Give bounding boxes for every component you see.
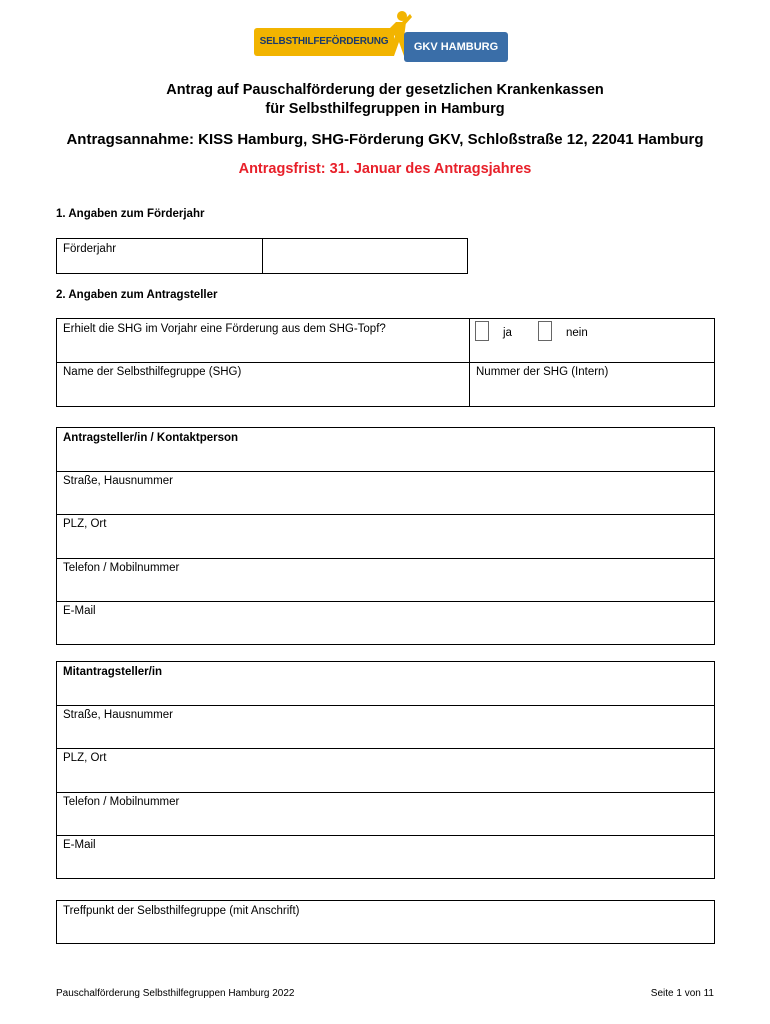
funding-year-table bbox=[56, 238, 468, 274]
deadline-notice: Antragsfrist: 31. Januar des Antragsjahres bbox=[238, 161, 532, 177]
page-number: Seite 1 von 11 bbox=[650, 988, 714, 999]
funding-year-field[interactable] bbox=[263, 239, 467, 273]
funding-year-label: Förderjahr bbox=[63, 243, 117, 255]
applicant-phone-field[interactable]: Telefon / Mobilnummer bbox=[63, 562, 180, 574]
option-yes-label: ja bbox=[503, 327, 512, 339]
co-applicant-zip-city-field[interactable]: PLZ, Ort bbox=[63, 752, 107, 764]
co-applicant-street-field[interactable]: Straße, Hausnummer bbox=[63, 709, 173, 721]
checkbox-no[interactable] bbox=[538, 321, 552, 341]
document-title-line1: Antrag auf Pauschalförderung der gesetzlichen Krankenkassen bbox=[166, 82, 604, 98]
applicant-info-table bbox=[56, 318, 715, 407]
meeting-place-field[interactable]: Treffpunkt der Selbsthilfegruppe (mit Anschrift) bbox=[63, 905, 300, 917]
applicant-zip-city-field[interactable]: PLZ, Ort bbox=[63, 518, 107, 530]
meeting-place-table bbox=[56, 900, 715, 944]
co-applicant-email-field[interactable]: E-Mail bbox=[63, 839, 96, 851]
checkbox-yes[interactable] bbox=[475, 321, 489, 341]
section1-heading: 1. Angaben zum Förderjahr bbox=[56, 208, 205, 220]
logo-gkv-hamburg: GKV HAMBURG bbox=[404, 32, 508, 62]
group-name-field[interactable]: Name der Selbsthilfegruppe (SHG) bbox=[63, 366, 242, 378]
logo-selbsthilfefoerderung: SELBSTHILFEFÖRDERUNG bbox=[254, 28, 394, 56]
group-number-field[interactable]: Nummer der SHG (Intern) bbox=[476, 366, 609, 378]
applicant-street-field[interactable]: Straße, Hausnummer bbox=[63, 475, 173, 487]
footer-title: Pauschalförderung Selbsthilfegruppen Hamburg 2022 bbox=[56, 988, 295, 999]
applicant-email-field[interactable]: E-Mail bbox=[63, 605, 96, 617]
option-no-label: nein bbox=[566, 327, 588, 339]
co-applicant-heading: Mitantragsteller/in bbox=[63, 666, 163, 678]
co-applicant-phone-field[interactable]: Telefon / Mobilnummer bbox=[63, 796, 180, 808]
prior-funding-question: Erhielt die SHG im Vorjahr eine Förderung aus dem SHG-Topf? bbox=[63, 323, 386, 335]
applicant-heading: Antragsteller/in / Kontaktperson bbox=[63, 432, 239, 444]
section2-heading: 2. Angaben zum Antragsteller bbox=[56, 289, 218, 301]
document-title-line2: für Selbsthilfegruppen in Hamburg bbox=[265, 101, 505, 117]
co-applicant-table bbox=[56, 661, 715, 879]
submission-address: Antragsannahme: KISS Hamburg, SHG-Förderung GKV, Schloßstraße 12, 22041 Hamburg bbox=[66, 131, 704, 148]
applicant-contact-table bbox=[56, 427, 715, 645]
logo bbox=[254, 8, 510, 64]
